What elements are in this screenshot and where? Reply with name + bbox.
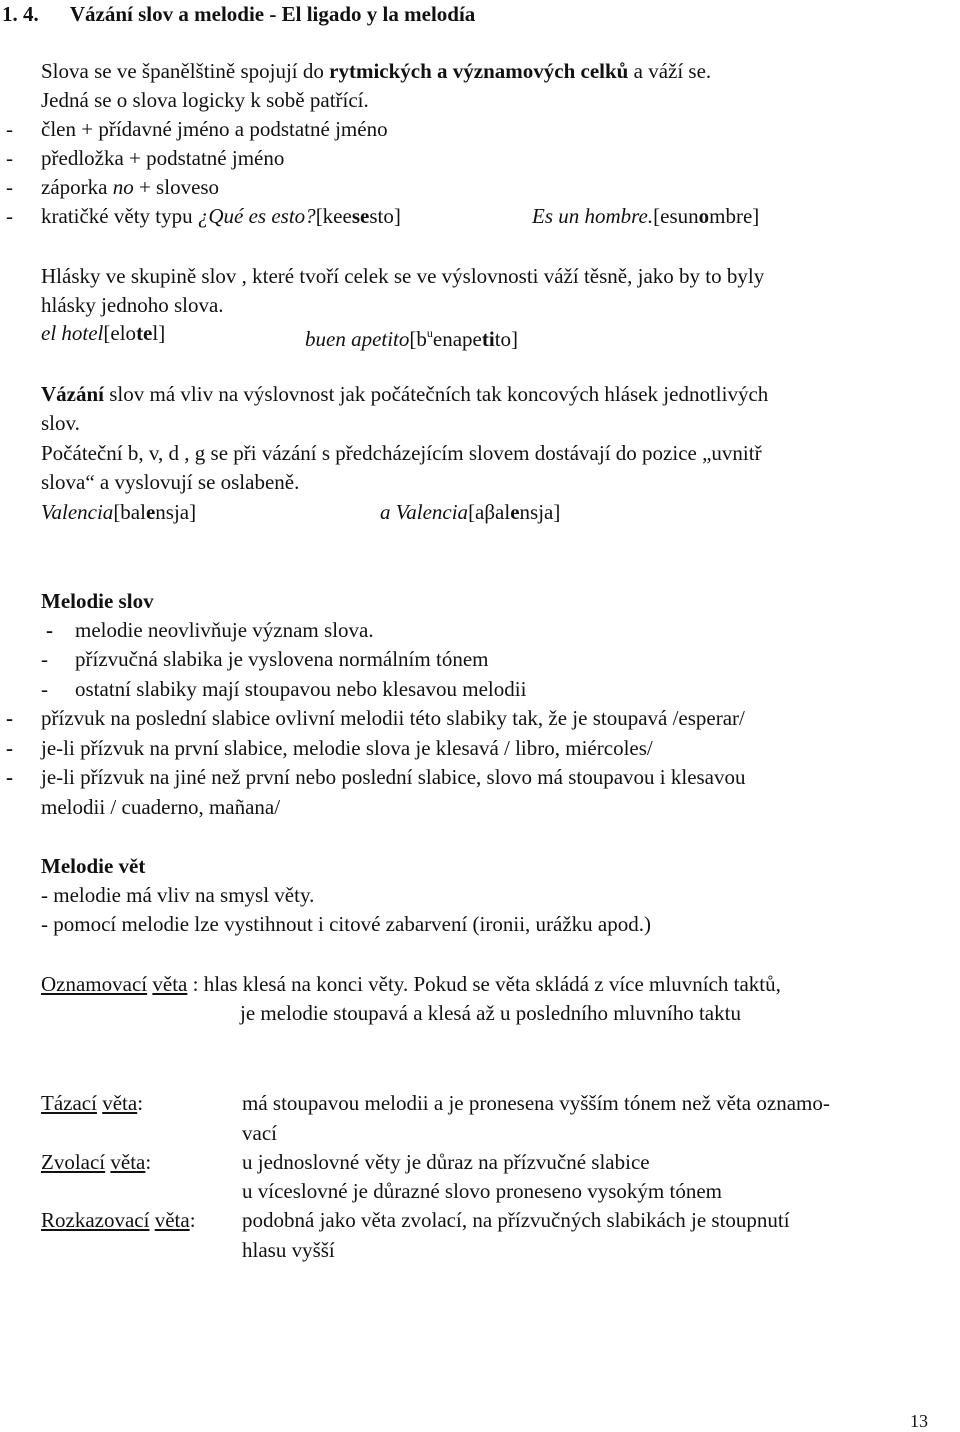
term-label: Rozkazovací <box>41 1208 150 1232</box>
example-el-hotel <box>41 320 165 346</box>
example-phrase: ¿Qué es esto? <box>197 204 316 228</box>
list-item: melodie neovlivňuje význam slova. <box>75 618 374 642</box>
tazaci-definition: má stoupavou melodii a je pronesena vyšším tónem než věta oznamo- <box>242 1091 830 1115</box>
intro-bold-text: rytmických a významových celků <box>329 59 629 83</box>
vazani-line-1 <box>41 381 768 407</box>
list-item: předložka + podstatné jméno <box>41 146 285 170</box>
intro-line-2: Jedná se o slova logicky k sobě patřící. <box>41 88 369 112</box>
bullet-dash: - <box>6 736 13 760</box>
bullet-dash: - <box>6 146 13 170</box>
tazaci-label <box>41 1090 143 1116</box>
oznamovaci-line-2: je melodie stoupavá a klesá až u posledního mluvního taktu <box>240 1001 741 1025</box>
example-phrase: Es un hombre. <box>532 204 654 228</box>
bullet-dash: - <box>6 117 13 141</box>
transcription-stress: te <box>136 321 153 345</box>
term-colon: : <box>189 1208 196 1232</box>
transcription-stress: ti <box>481 327 495 351</box>
bullet-dash: - <box>46 618 53 642</box>
list-item: člen + přídavné jméno a podstatné jméno <box>41 117 388 141</box>
list-item: je-li přízvuk na jiné než první nebo poslední slabice, slovo má stoupavou i klesavou <box>41 765 746 789</box>
term-label: Tázací <box>41 1091 97 1115</box>
oznamovaci-label <box>41 971 781 997</box>
example-a-valencia <box>380 499 560 525</box>
melodie-vet-line-1: - melodie má vliv na smysl věty. <box>41 883 315 907</box>
zvolaci-label <box>41 1149 151 1175</box>
term-label: věta <box>102 1091 138 1115</box>
transcription: [aβal <box>468 500 511 524</box>
transcription-superscript: u <box>426 326 433 340</box>
term-label: Zvolací <box>41 1150 106 1174</box>
intro-line-1 <box>41 58 711 84</box>
transcription: [bal <box>113 500 146 524</box>
rozkazovaci-label <box>41 1207 196 1233</box>
list-item <box>41 174 219 200</box>
transcription: sto] <box>369 204 401 228</box>
term-colon: : <box>145 1150 152 1174</box>
section-title: Vázání slov a melodie - El ligado y la melodía <box>69 2 476 26</box>
list-item-text: kratičké věty typu <box>41 204 198 228</box>
hlasky-line-1: Hlásky ve skupině slov , které tvoří celek se ve výslovnosti váží těsně, jako by to byly <box>41 264 765 288</box>
term-definition: hlas klesá na konci věty. Pokud se věta skládá z více mluvních taktů, <box>203 972 781 996</box>
transcription: nsja] <box>519 500 561 524</box>
vazani-text: slov má vliv na výslovnost jak počátečních tak koncových hlásek jednotlivých <box>104 382 769 406</box>
transcription: [b <box>409 327 427 351</box>
bullet-dash: - <box>41 677 48 701</box>
vazani-line-3: Počáteční b, v, d , g se při vázání s předcházejícím slovem dostávají do pozice „uvnitř <box>41 441 762 465</box>
example-valencia <box>41 499 196 525</box>
intro-text-end: a váží se. <box>628 59 712 83</box>
transcription: to] <box>494 327 519 351</box>
tazaci-definition-cont: vací <box>242 1121 277 1145</box>
vazani-line-2: slov. <box>41 411 80 435</box>
transcription: [elo <box>103 321 137 345</box>
list-item <box>41 203 401 229</box>
list-item-continuation: melodii / cuaderno, mañana/ <box>41 795 281 819</box>
bullet-dash: - <box>6 175 13 199</box>
zvolaci-definition: u jednoslovné věty je důraz na přízvučné slabice <box>242 1150 650 1174</box>
term-label: věta <box>152 972 188 996</box>
term-label: Oznamovací <box>41 972 148 996</box>
rozkazovaci-definition: podobná jako věta zvolací, na přízvučných slabikách je stoupnutí <box>242 1208 790 1232</box>
term-label: věta <box>110 1150 146 1174</box>
transcription: enape <box>432 327 482 351</box>
section-number: 1. 4. <box>2 2 39 26</box>
bullet-dash: - <box>6 765 13 789</box>
list-item-text: + sloveso <box>133 175 220 199</box>
example-word: el hotel <box>41 321 104 345</box>
list-item: ostatní slabiky mají stoupavou nebo klesavou melodii <box>75 677 527 701</box>
term-colon: : <box>187 972 204 996</box>
rozkazovaci-definition-cont: hlasu vyšší <box>242 1238 335 1262</box>
list-item: přízvuk na poslední slabice ovlivní melodii této slabiky tak, že je stoupavá /esperar/ <box>41 706 745 730</box>
term-colon: : <box>137 1091 144 1115</box>
example-word: buen apetito <box>305 327 410 351</box>
transcription: l] <box>152 321 166 345</box>
transcription: mbre] <box>709 204 760 228</box>
bullet-dash: - <box>41 647 48 671</box>
list-item: přízvučná slabika je vyslovena normálním tónem <box>75 647 489 671</box>
vazani-line-4: slova“ a vyslovují se oslabeně. <box>41 470 300 494</box>
bullet-dash: - <box>6 706 13 730</box>
melodie-vet-heading: Melodie vět <box>41 854 146 878</box>
transcription-stress: se <box>351 204 370 228</box>
example-word: a Valencia <box>380 500 469 524</box>
hlasky-line-2: hlásky jednoho slova. <box>41 293 224 317</box>
transcription-stress: e <box>510 500 520 524</box>
example-es-un-hombre <box>532 203 759 229</box>
bullet-dash: - <box>6 204 13 228</box>
transcription: [esun <box>653 204 699 228</box>
section-heading <box>2 1 475 27</box>
list-item-text: záporka <box>41 175 113 199</box>
melodie-slov-heading: Melodie slov <box>41 589 154 613</box>
example-word: Valencia <box>41 500 114 524</box>
vazani-bold-word: Vázání <box>41 382 104 406</box>
list-item: je-li přízvuk na první slabice, melodie slova je klesavá / libro, miércoles/ <box>41 736 653 760</box>
example-buen-apetito <box>305 320 518 352</box>
transcription: [kee <box>315 204 352 228</box>
page-number: 13 <box>910 1411 928 1431</box>
example-word: no <box>112 175 134 199</box>
intro-text: Slova se ve španělštině spojují do <box>41 59 330 83</box>
zvolaci-definition-cont: u víceslovné je důrazné slovo proneseno vysokým tónem <box>242 1179 722 1203</box>
transcription-stress: o <box>698 204 710 228</box>
transcription-stress: e <box>145 500 156 524</box>
term-label: věta <box>154 1208 190 1232</box>
melodie-vet-line-2: - pomocí melodie lze vystihnout i citové zabarvení (ironii, urážku apod.) <box>41 912 651 936</box>
transcription: nsja] <box>155 500 197 524</box>
